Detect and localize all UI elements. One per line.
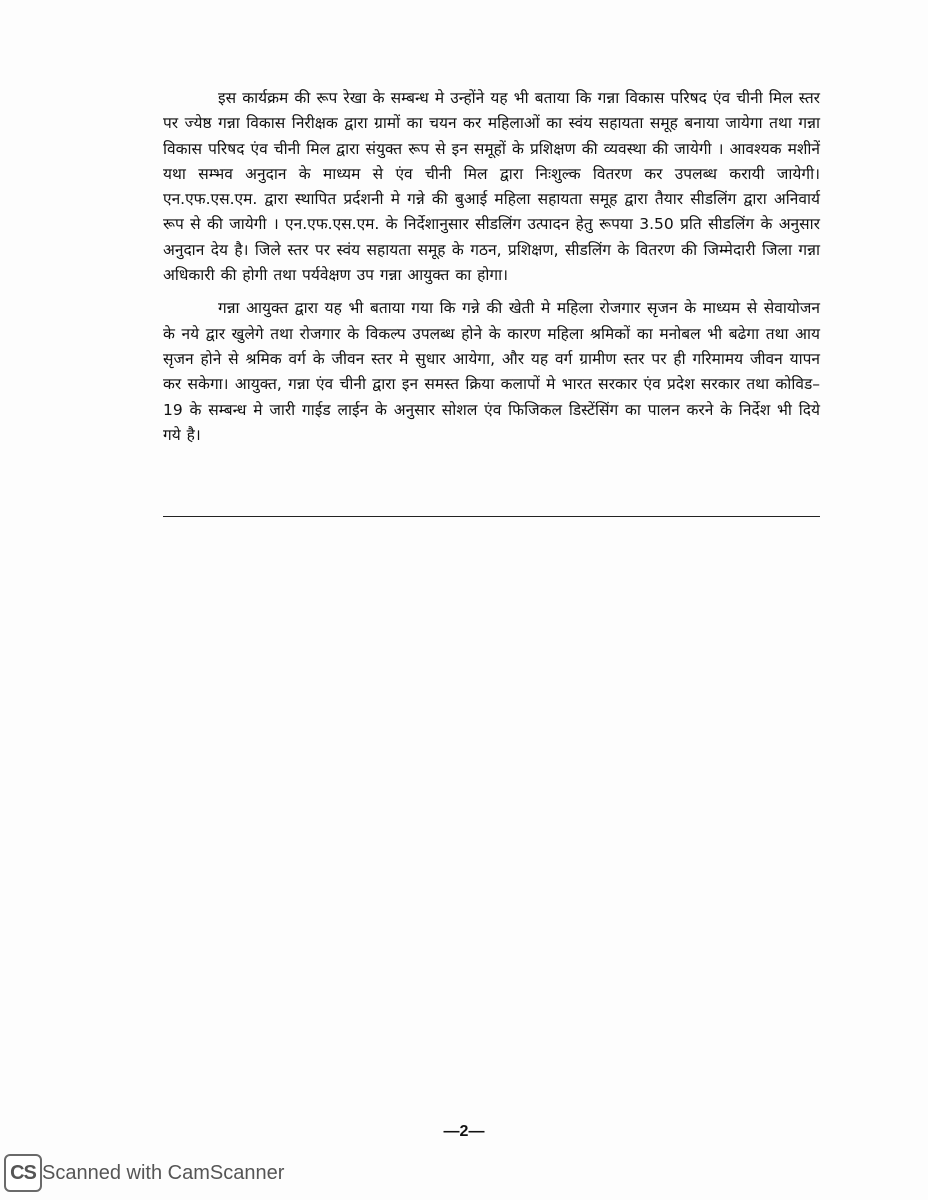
camscanner-logo-icon: CS — [4, 1154, 42, 1192]
paragraph-program-outline: इस कार्यक्रम की रूप रेखा के सम्बन्ध मे उन्होंने यह भी बताया कि गन्ना विकास परिषद एंव चीनी मिल स्तर पर ज्येष्ठ गन्ना विकास निरीक्षक द्वारा ग्रामों का चयन कर महिलाओं का स्वंय सहायता समूह बनाया जायेगा तथा गन्ना विकास परिषद एंव चीनी मिल द्वारा संयुक्त रूप से इन समूहों के प्रशिक्षण की व्यवस्था की जायेगी । आवश्यक मशीनें यथा सम्भव अनुदान के माध्यम से एंव चीनी मिल द्वारा निःशुल्क वितरण कर उपलब्ध करायी जायेगी। एन.एफ.एस.एम. द्वारा स्थापित प्रर्दशनी मे गन्ने की बुआई महिला सहायता समूह द्वारा तैयार सीडलिंग द्वारा अनिवार्य रूप से की जायेगी । एन.एफ.एस.एम. के निर्देशानुसार सीडलिंग उत्पादन हेतु रूपया 3.50 प्रति सीडलिंग के अनुसार अनुदान देय है। जिले स्तर पर स्वंय सहायता समूह के गठन, प्रशिक्षण, सीडलिंग के वितरण की जिम्मेदारी जिला गन्ना अधिकारी की होगी तथा पर्यवेक्षण उप गन्ना आयुक्त का होगा। — [163, 89, 820, 285]
horizontal-rule — [163, 516, 820, 517]
camscanner-watermark — [4, 1154, 284, 1192]
document-body — [163, 86, 820, 456]
page-number: —2— — [443, 1123, 485, 1140]
paragraph-commissioner-statement: गन्ना आयुक्त द्वारा यह भी बताया गया कि गन्ने की खेती मे महिला रोजगार सृजन के माध्यम से सेवायोजन के नये द्वार खुलेगे तथा रोजगार के विकल्प उपलब्ध होने के कारण महिला श्रमिकों का मनोबल भी बढेगा तथा आय सृजन होने से श्रमिक वर्ग के जीवन स्तर मे सुधार आयेगा, और यह वर्ग ग्रामीण स्तर पर ही गरिमामय जीवन यापन कर सकेगा। आयुक्त, गन्ना एंव चीनी द्वारा इन समस्त क्रिया कलापों मे भारत सरकार एंव प्रदेश सरकार तथा कोविड–19 के सम्बन्ध मे जारी गाईड लाईन के अनुसार सोशल एंव फिजिकल डिस्टेंसिंग का पालन करने के निर्देश भी दिये गये है। — [163, 299, 820, 444]
camscanner-label: Scanned with CamScanner — [42, 1161, 285, 1184]
